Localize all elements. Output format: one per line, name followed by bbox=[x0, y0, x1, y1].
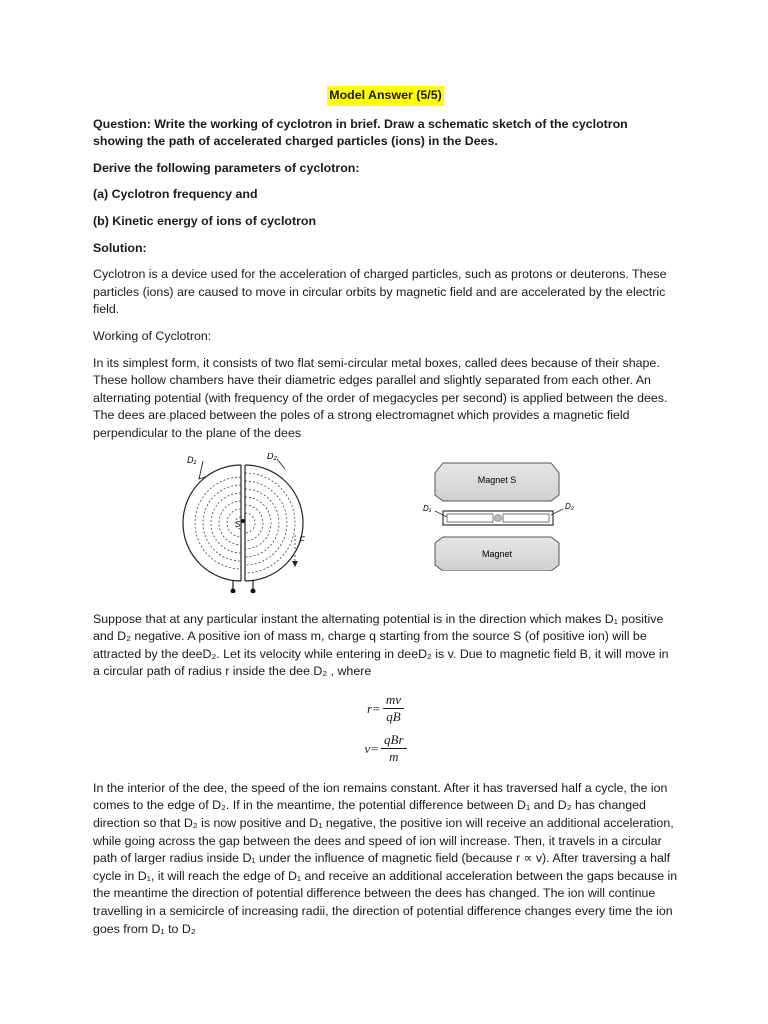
formula-radius-den: qB bbox=[386, 708, 401, 724]
part-b-text: (b) Kinetic energy of ions of cyclotron bbox=[93, 213, 317, 228]
terminal-right bbox=[251, 588, 256, 593]
formula-velocity-lhs: v= bbox=[364, 740, 380, 756]
label-d1: D₁ bbox=[187, 454, 197, 465]
formula-velocity bbox=[364, 732, 406, 765]
part-a-text: (a) Cyclotron frequency and bbox=[93, 187, 258, 202]
source-s-dot bbox=[241, 519, 245, 523]
solution-label: Solution: bbox=[93, 240, 147, 255]
title-wrap bbox=[93, 86, 678, 106]
ion-source bbox=[495, 514, 502, 521]
interior-paragraph: In the interior of the dee, the speed of the ion remains constant. After it has traversed half a cycle, the ion comes to the edge of D₂. If in the meantime, the potential difference between D₁ and D₂ has changed direction so that D₂ is now positive and D₁ negative, the positive ion will receive an additional acceleration, while going across the gap between the dees and speed of ion will increase. Then, it travels in a circular path of larger radius inside D₁ under the influence of magnetic field (because r ∝ v). After traversing a half cycle in D₁, it will reach the edge of D₁ and receive an additional acceleration between the gaps because in the meantime the direction of potential difference between the dees has changed. The ion will continue travelling in a semicircle of increasing radii, the direction of potential difference changes every time the ion goes from D₁ to D₂ bbox=[93, 780, 678, 936]
label-side-d1: D₁ bbox=[423, 503, 432, 513]
question-text: Question: Write the working of cyclotron in brief. Draw a schematic sketch of the cyclotron showing the path of accelerated charged particles (ions) in the Dees. bbox=[93, 116, 628, 149]
working-paragraph: In its simplest form, it consists of two flat semi-circular metal boxes, called dees because of their shape. These hollow chambers have their diametric edges parallel and slightly separated from each other. An alternating potential (with frequency of the order of megacycles per second) is applied between the dees. The dees are placed between the poles of a strong electromagnet which provides a magnetic field perpendicular to the plane of the dees bbox=[93, 355, 668, 440]
label-side-d2: D₂ bbox=[565, 501, 574, 511]
working-heading: Working of Cyclotron: bbox=[93, 328, 212, 343]
label-magnet-s: Magnet S bbox=[477, 474, 517, 485]
cyclotron-top-view-figure bbox=[177, 453, 317, 593]
formula-radius-num: mv bbox=[383, 692, 404, 709]
label-d2: D₂ bbox=[267, 452, 277, 461]
formula-velocity-den: m bbox=[389, 748, 399, 764]
formulas bbox=[93, 690, 678, 770]
figures-row bbox=[93, 453, 678, 603]
derive-text: Derive the following parameters of cyclotron: bbox=[93, 160, 360, 175]
label-s: S bbox=[235, 519, 241, 529]
formula-radius-lhs: r= bbox=[366, 700, 381, 716]
label-f: F bbox=[299, 534, 305, 545]
intro-paragraph: Cyclotron is a device used for the acceleration of charged particles, such as protons or deuterons. These particles (ions) are caused to move in circular orbits by magnetic field and are accelerated by the electric field. bbox=[93, 267, 667, 317]
page-title: Model Answer (5/5) bbox=[327, 86, 443, 106]
terminal-left bbox=[231, 588, 236, 593]
document-body bbox=[93, 86, 678, 947]
formula-radius bbox=[367, 692, 404, 725]
dee-d1-outline bbox=[183, 465, 241, 581]
cyclotron-side-view-figure bbox=[423, 461, 583, 571]
formula-velocity-num: qBr bbox=[381, 732, 407, 749]
label-magnet: Magnet bbox=[481, 548, 513, 559]
suppose-paragraph: Suppose that at any particular instant the alternating potential is in the direction which makes D₁ positive and D₂ negative. A positive ion of mass m, charge q starting from the source S (of positive ion) will be attracted by the deeD₂. Let its velocity while entering in deeD₂ is v. Due to magnetic field B, it will move in a circular path of radius r inside the dee D₂ , where bbox=[93, 611, 669, 679]
